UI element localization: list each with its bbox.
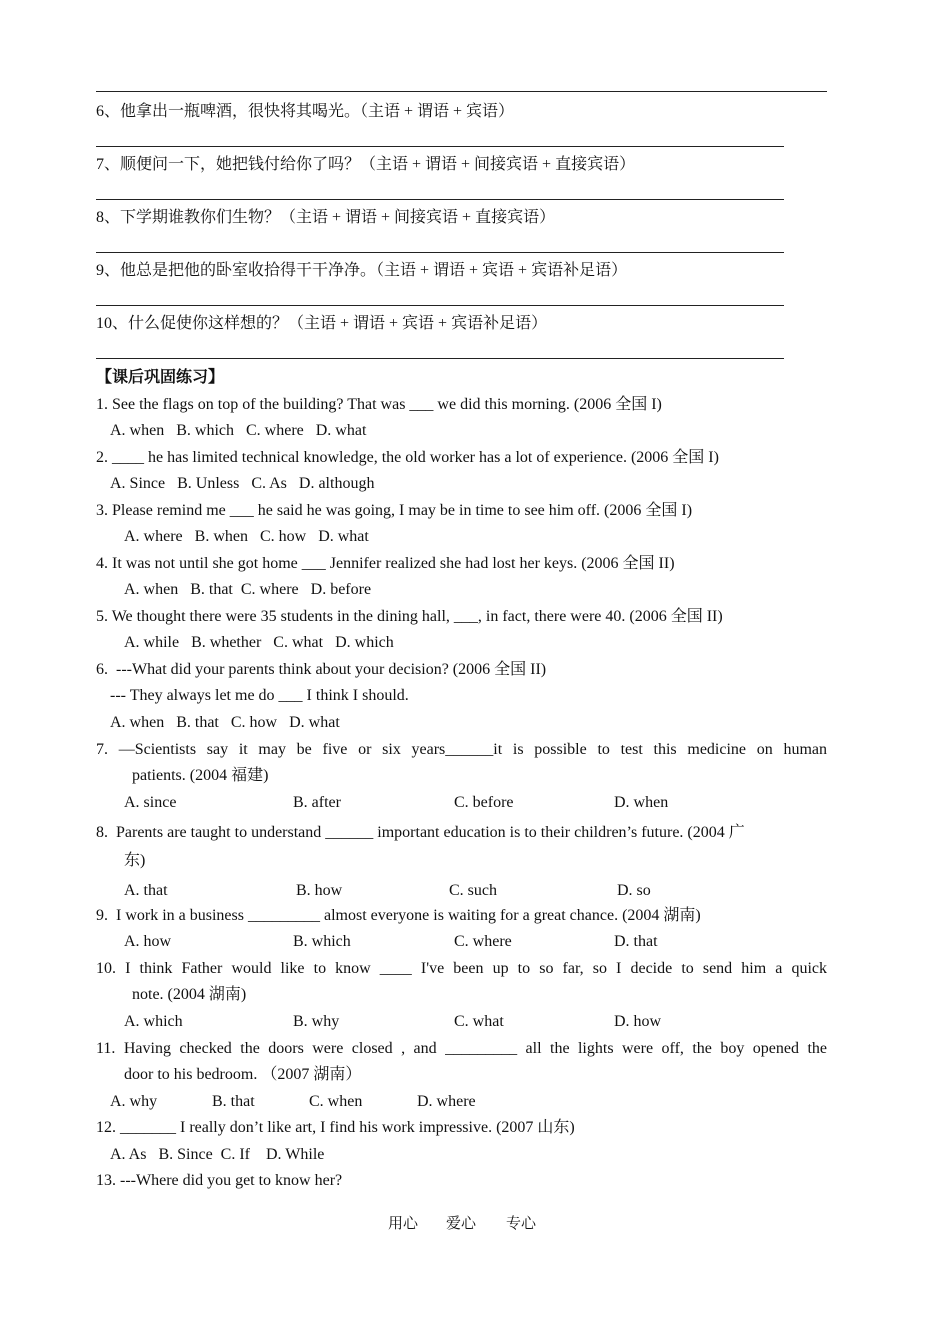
footer-text: 专心 <box>506 1216 537 1232</box>
question-options: A. when B. that C. where D. before <box>124 581 372 598</box>
question-text: 1. See the flags on top of the building? That was ___ we did this morning. (2006 全国 I) <box>96 396 662 413</box>
section-title: 【课后巩固练习】 <box>96 369 225 386</box>
answer-line <box>96 199 784 200</box>
option-b: B. which <box>293 933 351 950</box>
translation-item: 9、他总是把他的卧室收拾得干干净净。（主语 + 谓语 + 宾语 + 宾语补足语） <box>96 262 628 279</box>
option-c: C. when <box>309 1093 363 1110</box>
option-a: A. why <box>110 1093 158 1110</box>
question-text: 10. I think Father would like to know ____ I've been up to so far, so I decide to send him a quick <box>96 960 827 977</box>
answer-line <box>96 146 784 147</box>
question-text: 7. —Scientists say it may be five or six years______it is possible to test this medicine on human <box>96 741 827 758</box>
option-c: C. before <box>454 794 514 811</box>
answer-line <box>96 358 784 359</box>
option-a: A. how <box>124 933 172 950</box>
question-text: 6. ---What did your parents think about your decision? (2006 全国 II) <box>96 661 547 678</box>
question-text-continued: door to his bedroom. （2007 湖南） <box>124 1066 362 1083</box>
question-options: A. when B. which C. where D. what <box>110 422 367 439</box>
question-text-continued: --- They always let me do ___ I think I should. <box>110 687 409 704</box>
option-c: C. where <box>454 933 512 950</box>
answer-line <box>96 305 784 306</box>
footer-text: 用心 <box>388 1216 419 1232</box>
question-text: 11. Having checked the doors were closed , and _________ all the lights were off, the boy opened the <box>96 1040 827 1057</box>
question-text: 8. Parents are taught to understand ______ important education is to their children’s future. (2004 广 <box>96 824 745 841</box>
question-text-continued: patients. (2004 福建) <box>132 767 269 784</box>
question-text: 13. ---Where did you get to know her? <box>96 1172 343 1189</box>
option-b: B. how <box>296 882 343 899</box>
option-a: A. that <box>124 882 168 899</box>
translation-item: 8、下学期谁教你们生物？（主语 + 谓语 + 间接宾语 + 直接宾语） <box>96 209 556 226</box>
question-text: 4. It was not until she got home ___ Jennifer realized she had lost her keys. (2006 全国 II) <box>96 555 675 572</box>
option-d: D. when <box>614 794 669 811</box>
question-text-continued: 东) <box>124 852 146 869</box>
question-options: A. As B. Since C. If D. While <box>110 1146 325 1163</box>
question-options: A. when B. that C. how D. what <box>110 714 340 731</box>
question-options: A. while B. whether C. what D. which <box>124 634 394 651</box>
translation-item: 7、顺便问一下，她把钱付给你了吗？（主语 + 谓语 + 间接宾语 + 直接宾语） <box>96 156 636 173</box>
option-c: C. such <box>449 882 497 899</box>
option-d: D. so <box>617 882 651 899</box>
question-text-continued: note. (2004 湖南) <box>132 986 247 1003</box>
translation-item: 6、他拿出一瓶啤酒，很快将其喝光。（主语 + 谓语 + 宾语） <box>96 103 515 120</box>
question-text: 9. I work in a business _________ almost everyone is waiting for a great chance. (2004 湖南) <box>96 907 701 924</box>
question-options: A. where B. when C. how D. what <box>124 528 369 545</box>
answer-line <box>96 252 784 253</box>
option-a: A. since <box>124 794 177 811</box>
question-text: 5. We thought there were 35 students in the dining hall, ___, in fact, there were 40. (2006 全国 II) <box>96 608 723 625</box>
question-text: 12. _______ I really don’t like art, I find his work impressive. (2007 山东) <box>96 1119 575 1136</box>
translation-item: 10、什么促使你这样想的？（主语 + 谓语 + 宾语 + 宾语补足语） <box>96 315 548 332</box>
option-a: A. which <box>124 1013 183 1030</box>
option-b: B. after <box>293 794 341 811</box>
question-text: 2. ____ he has limited technical knowledge, the old worker has a lot of experience. (2006 全国 I) <box>96 449 719 466</box>
top-rule <box>96 91 827 92</box>
option-d: D. how <box>614 1013 662 1030</box>
option-c: C. what <box>454 1013 504 1030</box>
footer-text: 爱心 <box>446 1216 477 1232</box>
option-d: D. that <box>614 933 658 950</box>
option-b: B. that <box>212 1093 255 1110</box>
option-b: B. why <box>293 1013 340 1030</box>
question-text: 3. Please remind me ___ he said he was going, I may be in time to see him off. (2006 全国 I) <box>96 502 693 519</box>
option-d: D. where <box>417 1093 476 1110</box>
question-options: A. Since B. Unless C. As D. although <box>110 475 375 492</box>
